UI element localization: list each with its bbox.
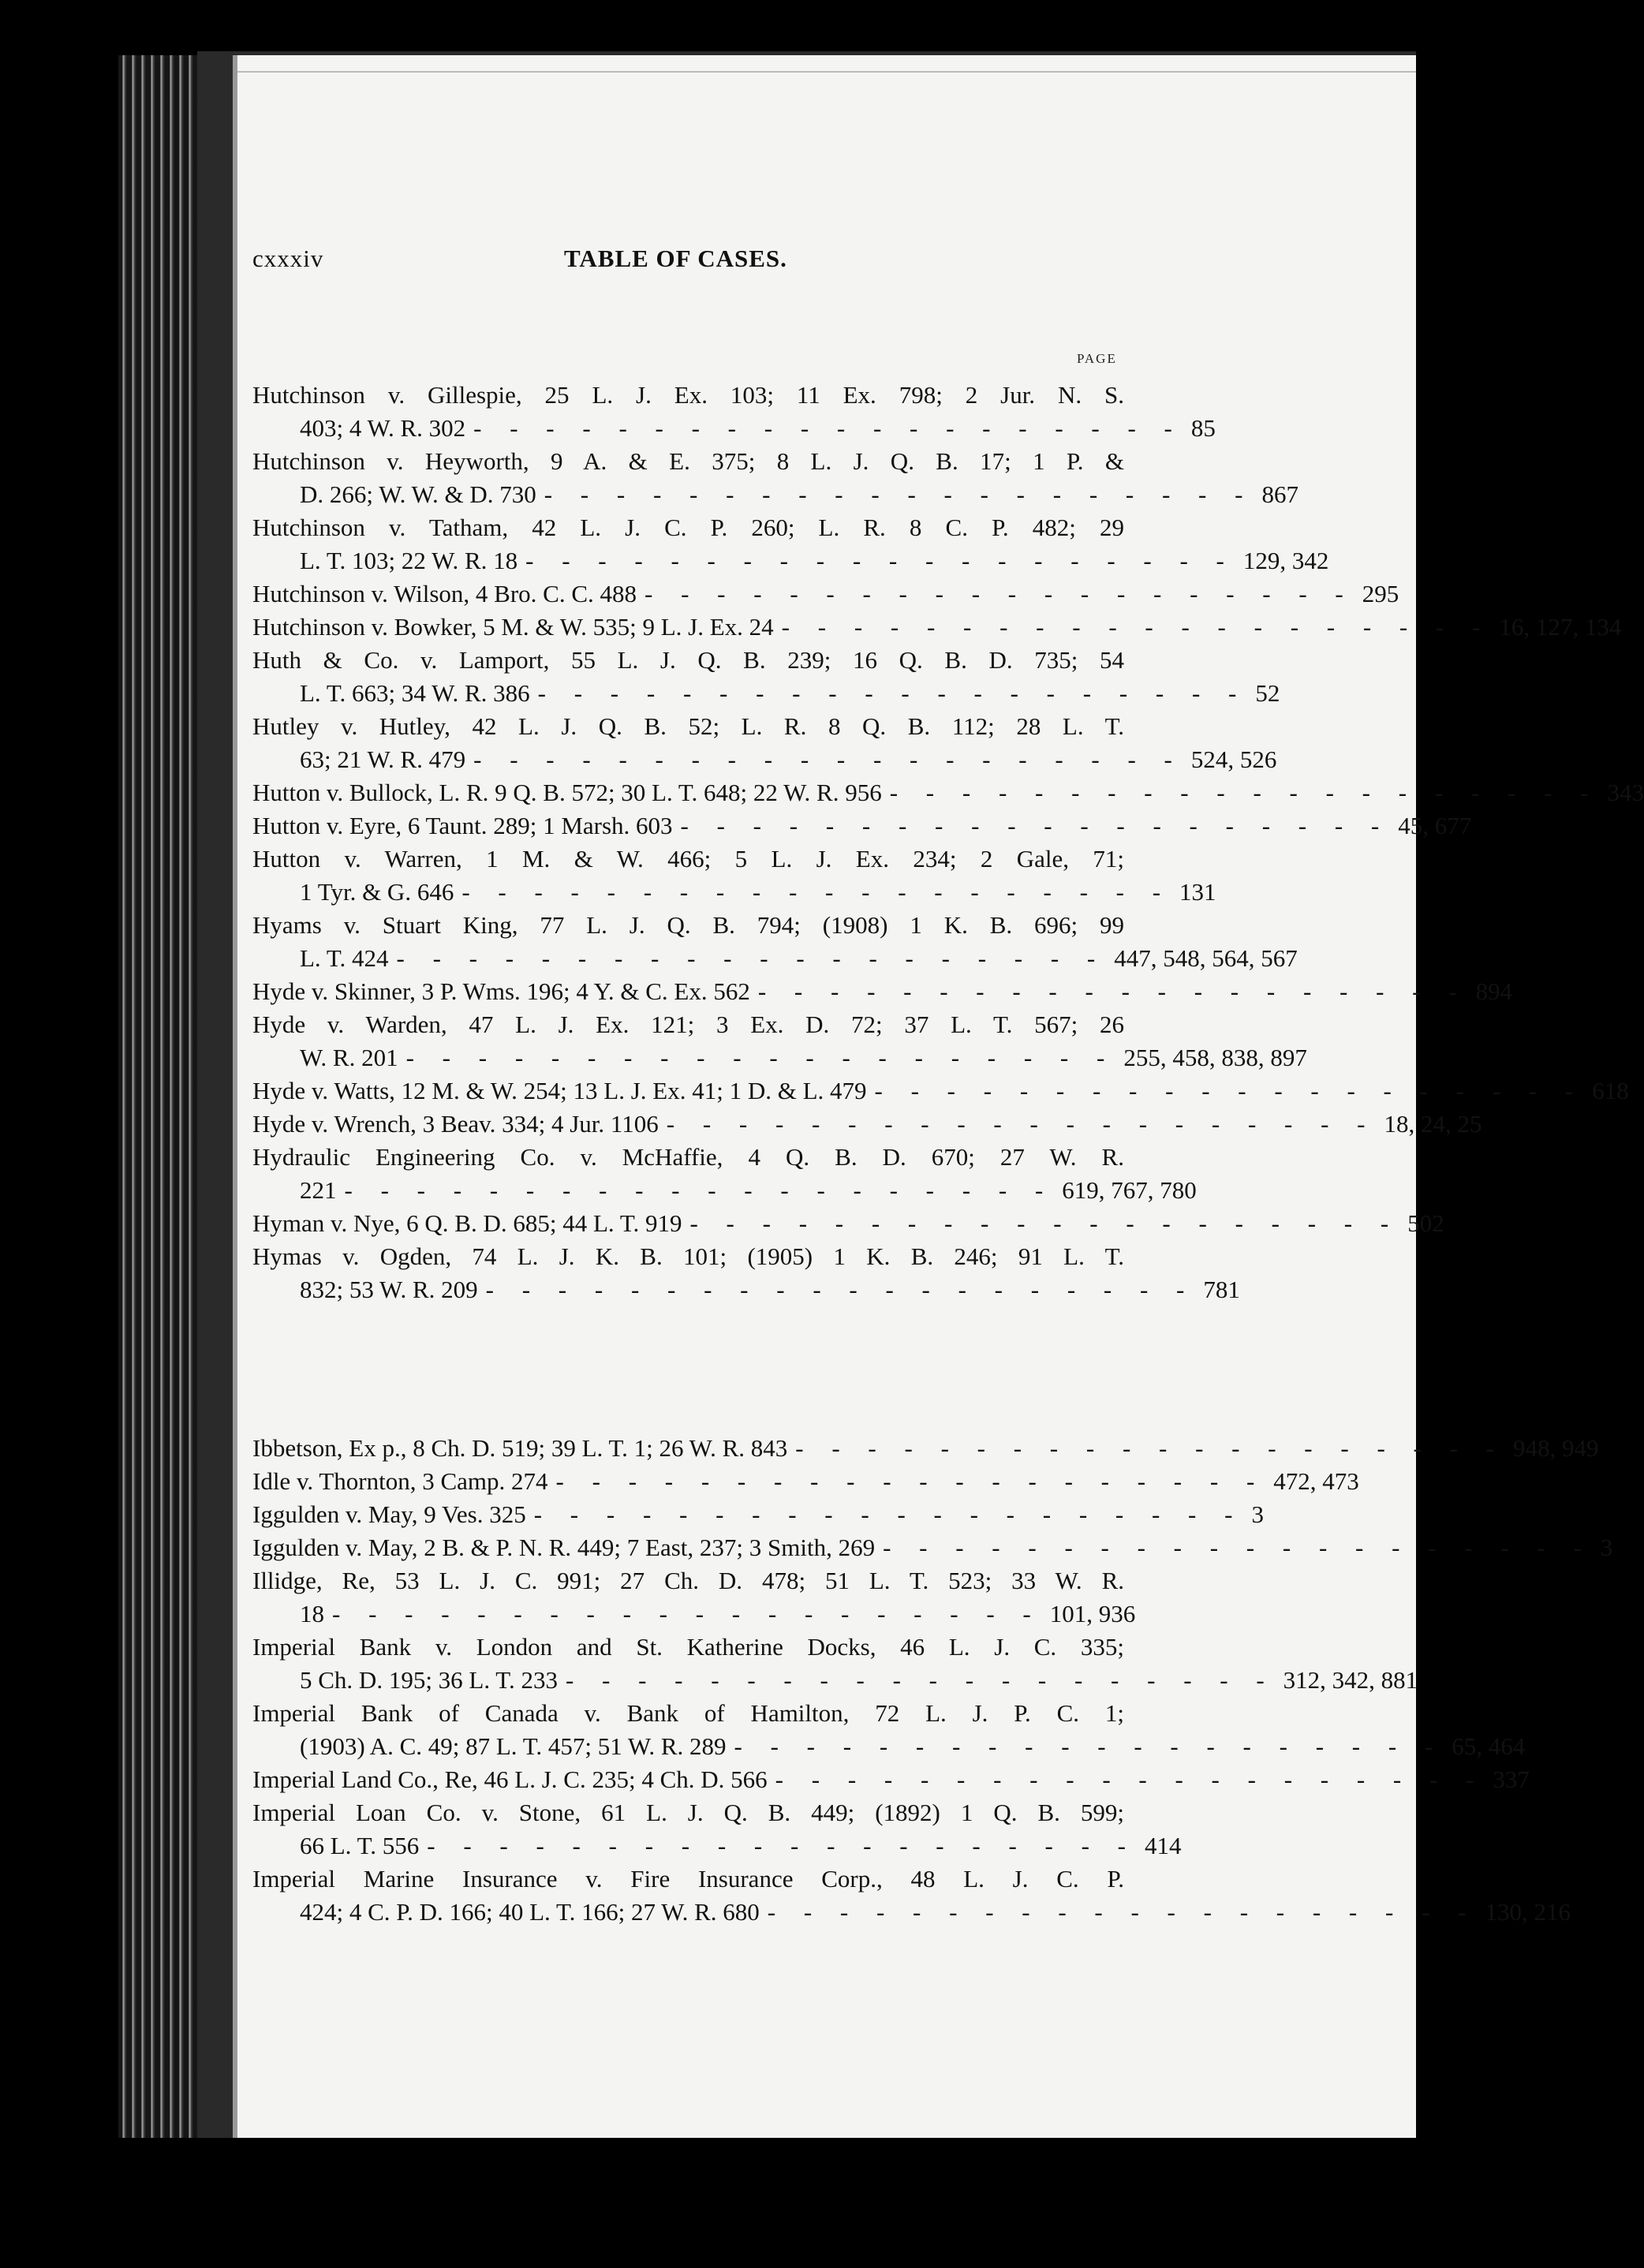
case-entry-line (252, 843, 1124, 876)
case-citation: Hutton v. Warren, 1 M. & W. 466; 5 L. J. Ex. 234; 2 Gale, 71; (252, 845, 1124, 872)
case-entry-line (252, 1074, 1629, 1108)
case-entry-line (252, 1829, 1182, 1863)
case-citation: Imperial Loan Co. v. Stone, 61 L. J. Q. B. 449; (1892) 1 Q. B. 599; (252, 1799, 1124, 1826)
case-entry-line (252, 942, 1298, 975)
page-references: 129, 342 (1242, 547, 1329, 574)
case-entry-line (252, 1697, 1124, 1730)
case-entry-line (252, 1531, 1613, 1564)
case-citation: Illidge, Re, 53 L. J. C. 991; 27 Ch. D. 478; 51 L. T. 523; 33 W. R. (252, 1567, 1124, 1594)
page-references: 618 (1592, 1077, 1629, 1104)
page-references: 619, 767, 780 (1062, 1176, 1197, 1204)
leader-dashes: - - - - - - - - - - - - - - - - - - - - (781, 613, 1492, 641)
page-folio: cxxxiv (252, 245, 324, 272)
page-references: 524, 526 (1190, 745, 1277, 773)
case-citation: Hyde v. Watts, 12 M. & W. 254; 13 L. J. Ex. 41; 1 D. & L. 479 (252, 1077, 867, 1104)
case-citation: 424; 4 C. P. D. 166; 40 L. T. 166; 27 W. R. 680 (300, 1898, 760, 1926)
case-entry-line (252, 809, 1472, 843)
case-citation: Iggulden v. May, 2 B. & P. N. R. 449; 7 East, 237; 3 Smith, 269 (252, 1534, 876, 1561)
leader-dashes: - - - - - - - - - - - - - - - - - - - - (555, 1467, 1266, 1495)
case-entry-line (252, 478, 1298, 511)
page-references: 312, 342, 881 (1283, 1666, 1418, 1694)
case-citation: 18 (300, 1600, 324, 1627)
case-citation: Hutton v. Bullock, L. R. 9 Q. B. 572; 30 L. T. 648; 22 W. R. 956 (252, 779, 882, 806)
page-references: 867 (1261, 480, 1298, 508)
case-citation: Hyman v. Nye, 6 Q. B. D. 685; 44 L. T. 919 (252, 1209, 682, 1237)
leader-dashes: - - - - - - - - - - - - - - - - - - - - (889, 779, 1600, 806)
leader-dashes: - - - - - - - - - - - - - - - - - - - - (680, 812, 1391, 839)
leader-dashes: - - - - - - - - - - - - - - - - - - - - (461, 878, 1172, 906)
case-citation: D. 266; W. W. & D. 730 (300, 480, 536, 508)
case-citation: Hutton v. Eyre, 6 Taunt. 289; 1 Marsh. 603 (252, 812, 673, 839)
case-entry-line (252, 1465, 1359, 1498)
running-header (252, 237, 1081, 284)
leader-dashes: - - - - - - - - - - - - - - - - - - - - (689, 1209, 1400, 1237)
case-citation: L. T. 424 (300, 944, 389, 972)
case-citation: 1 Tyr. & G. 646 (300, 878, 454, 906)
case-entry-line (252, 1763, 1530, 1796)
case-citation: Hutchinson v. Wilson, 4 Bro. C. C. 488 (252, 580, 637, 607)
case-citation: 5 Ch. D. 195; 36 L. T. 233 (300, 1666, 558, 1694)
case-entry-line (252, 1796, 1124, 1829)
case-list-i (252, 1432, 1613, 1929)
case-entry-line (252, 1240, 1124, 1273)
case-entry-line (252, 677, 1280, 710)
case-citation: (1903) A. C. 49; 87 L. T. 457; 51 W. R. 289 (300, 1732, 727, 1760)
case-citation: Hymas v. Ogden, 74 L. J. K. B. 101; (1905) 1 K. B. 246; 91 L. T. (252, 1242, 1124, 1270)
case-entry-line (252, 1664, 1418, 1697)
leader-dashes: - - - - - - - - - - - - - - - - - - - - (874, 1077, 1585, 1104)
case-entry-line (252, 1273, 1240, 1306)
leader-dashes: - - - - - - - - - - - - - - - - - - - - (544, 480, 1254, 508)
case-entry-line (252, 1108, 1482, 1141)
leader-dashes: - - - - - - - - - - - - - - - - - - - - (645, 580, 1354, 607)
leader-dashes: - - - - - - - - - - - - - - - - - - - - (734, 1732, 1444, 1760)
page-references: 101, 936 (1049, 1600, 1136, 1627)
leader-dashes: - - - - - - - - - - - - - - - - - - - - (396, 944, 1107, 972)
case-entry-line (252, 511, 1124, 544)
case-entry-line (252, 1207, 1444, 1240)
leader-dashes: - - - - - - - - - - - - - - - - - - - - (332, 1600, 1042, 1627)
case-citation: Idle v. Thornton, 3 Camp. 274 (252, 1467, 548, 1495)
case-citation: L. T. 103; 22 W. R. 18 (300, 547, 518, 574)
page-references: 781 (1203, 1276, 1240, 1303)
page-references: 85 (1190, 414, 1216, 442)
case-citation: Hyde v. Wrench, 3 Beav. 334; 4 Jur. 1106 (252, 1110, 659, 1138)
case-citation: Huth & Co. v. Lamport, 55 L. J. Q. B. 239; 16 Q. B. D. 735; 54 (252, 646, 1124, 674)
case-entry-line (252, 1863, 1124, 1896)
case-entry-line (252, 1432, 1599, 1465)
page-references: 45, 677 (1398, 812, 1472, 839)
page-references: 447, 548, 564, 567 (1114, 944, 1298, 972)
case-entry-line (252, 876, 1216, 909)
case-citation: 832; 53 W. R. 209 (300, 1276, 478, 1303)
leader-dashes: - - - - - - - - - - - - - - - - - - - - (767, 1898, 1478, 1926)
case-citation: Hutchinson v. Heyworth, 9 A. & E. 375; 8 L. J. Q. B. 17; 1 P. & (252, 447, 1124, 475)
page-references: 255, 458, 838, 897 (1123, 1044, 1307, 1071)
case-entry-line (252, 577, 1399, 611)
leader-dashes: - - - - - - - - - - - - - - - - - - - - (485, 1276, 1196, 1303)
case-citation: Hutchinson v. Bowker, 5 M. & W. 535; 9 L. J. Ex. 24 (252, 613, 774, 641)
case-citation: W. R. 201 (300, 1044, 398, 1071)
page-references: 337 (1493, 1765, 1530, 1793)
leader-dashes: - - - - - - - - - - - - - - - - - - - - (666, 1110, 1377, 1138)
case-citation: Imperial Marine Insurance v. Fire Insurance Corp., 48 L. J. C. P. (252, 1865, 1124, 1892)
page-references: 414 (1144, 1832, 1182, 1859)
case-citation: Imperial Bank v. London and St. Katherine Docks, 46 L. J. C. 335; (252, 1633, 1124, 1661)
case-entry-line (252, 412, 1216, 445)
case-citation: Ibbetson, Ex p., 8 Ch. D. 519; 39 L. T. 1; 26 W. R. 843 (252, 1434, 788, 1462)
case-entry-line (252, 1730, 1526, 1763)
case-citation: 403; 4 W. R. 302 (300, 414, 466, 442)
case-entry-line (252, 1597, 1136, 1631)
page-references: 18, 24, 25 (1384, 1110, 1482, 1138)
case-entry-line (252, 1896, 1571, 1929)
page-references: 295 (1362, 580, 1399, 607)
case-entry-line (252, 611, 1622, 644)
leader-dashes: - - - - - - - - - - - - - - - - - - - - (344, 1176, 1055, 1204)
case-citation: Hutchinson v. Gillespie, 25 L. J. Ex. 103; 11 Ex. 798; 2 Jur. N. S. (252, 381, 1124, 409)
case-entry-line (252, 544, 1329, 577)
case-entry-line (252, 1008, 1124, 1041)
case-entry-line (252, 445, 1124, 478)
case-entry-line (252, 1631, 1124, 1664)
case-citation: Hydraulic Engineering Co. v. McHaffie, 4 Q. B. D. 670; 27 W. R. (252, 1143, 1124, 1171)
leader-dashes: - - - - - - - - - - - - - - - - - - - - (473, 414, 1183, 442)
case-entry-line (252, 743, 1277, 776)
page-references: 52 (1255, 679, 1280, 707)
case-entry-line (252, 1498, 1264, 1531)
page-references: 65, 464 (1452, 1732, 1526, 1760)
leader-dashes: - - - - - - - - - - - - - - - - - - - - (537, 679, 1248, 707)
case-citation: Imperial Land Co., Re, 46 L. J. C. 235; 4 Ch. D. 566 (252, 1765, 768, 1793)
case-citation: Hutley v. Hutley, 42 L. J. Q. B. 52; L. R. 8 Q. B. 112; 28 L. T. (252, 712, 1124, 740)
case-entry-line (252, 1564, 1124, 1597)
case-citation: L. T. 663; 34 W. R. 386 (300, 679, 530, 707)
case-entry-line (252, 1141, 1124, 1174)
leader-dashes: - - - - - - - - - - - - - - - - - - - - (525, 547, 1235, 574)
case-citation: Hutchinson v. Tatham, 42 L. J. C. P. 260; L. R. 8 C. P. 482; 29 (252, 514, 1124, 541)
leader-dashes: - - - - - - - - - - - - - - - - - - - - (405, 1044, 1116, 1071)
page-references: 948, 949 (1513, 1434, 1599, 1462)
page-references: 472, 473 (1273, 1467, 1359, 1495)
case-entry-line (252, 909, 1124, 942)
page-references: 130, 216 (1485, 1898, 1571, 1926)
leader-dashes: - - - - - - - - - - - - - - - - - - - - (883, 1534, 1593, 1561)
leader-dashes: - - - - - - - - - - - - - - - - - - - - (795, 1434, 1505, 1462)
page-references: 894 (1475, 977, 1513, 1005)
leader-dashes: - - - - - - - - - - - - - - - - - - - - (565, 1666, 1276, 1694)
page-references: 343 (1607, 779, 1644, 806)
case-citation: Iggulden v. May, 9 Ves. 325 (252, 1500, 526, 1528)
leader-dashes: - - - - - - - - - - - - - - - - - - - - (533, 1500, 1244, 1528)
case-entry-line (252, 1041, 1307, 1074)
page-references: 131 (1179, 878, 1216, 906)
leader-dashes: - - - - - - - - - - - - - - - - - - - - (427, 1832, 1137, 1859)
leader-dashes: - - - - - - - - - - - - - - - - - - - - (775, 1765, 1485, 1793)
case-entry-line (252, 710, 1124, 743)
case-entry-line (252, 644, 1124, 677)
page-references: 3 (1600, 1534, 1613, 1561)
case-citation: Hyde v. Warden, 47 L. J. Ex. 121; 3 Ex. D. 72; 37 L. T. 567; 26 (252, 1011, 1124, 1038)
leader-dashes: - - - - - - - - - - - - - - - - - - - - (473, 745, 1183, 773)
leader-dashes: - - - - - - - - - - - - - - - - - - - - (757, 977, 1468, 1005)
case-citation: 66 L. T. 556 (300, 1832, 420, 1859)
page-top-rule (237, 71, 1416, 73)
case-entry-line (252, 975, 1513, 1008)
case-citation: Imperial Bank of Canada v. Bank of Hamilton, 72 L. J. P. C. 1; (252, 1699, 1124, 1727)
case-entry-line (252, 776, 1644, 809)
page-column-heading: PAGE (1077, 351, 1117, 366)
case-citation: Hyams v. Stuart King, 77 L. J. Q. B. 794; (1908) 1 K. B. 696; 99 (252, 911, 1124, 939)
page-references: 502 (1407, 1209, 1444, 1237)
case-citation: 63; 21 W. R. 479 (300, 745, 466, 773)
page-references: 16, 127, 134 (1499, 613, 1622, 641)
case-list-h (252, 379, 1644, 1306)
case-entry-line (252, 1174, 1197, 1207)
page-references: 3 (1251, 1500, 1264, 1528)
case-citation: 221 (300, 1176, 337, 1204)
case-entry-line (252, 379, 1124, 412)
page-title: TABLE OF CASES. (564, 245, 787, 272)
case-citation: Hyde v. Skinner, 3 P. Wms. 196; 4 Y. & C. Ex. 562 (252, 977, 750, 1005)
